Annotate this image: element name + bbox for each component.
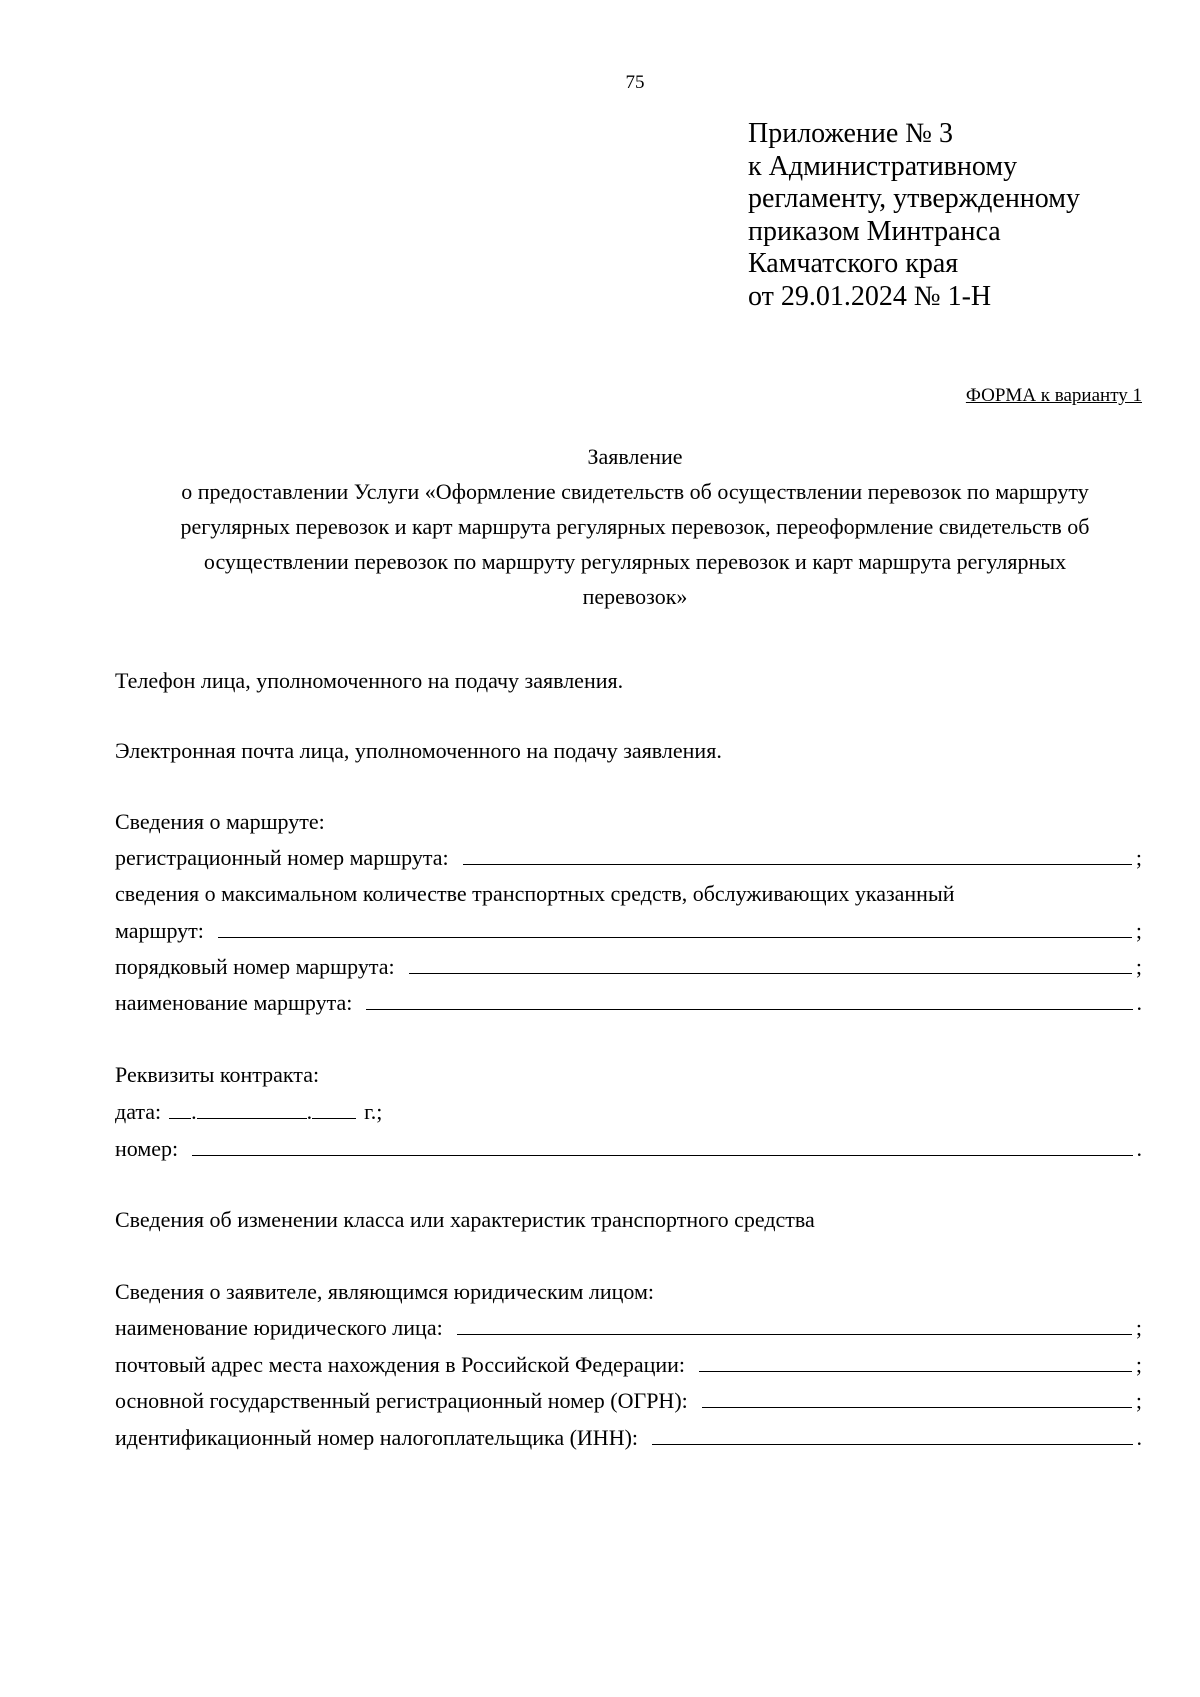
field-terminator: . <box>1136 1136 1142 1161</box>
document-title <box>120 439 1150 614</box>
form-variant-tag: ФОРМА к варианту 1 <box>965 385 1142 406</box>
inn-label: идентификационный номер налогоплательщика (ИНН): <box>115 1425 639 1450</box>
inn-field <box>115 1424 1142 1452</box>
appendix-line: приказом Минтранса <box>748 215 1001 247</box>
route-name-label: наименование маршрута: <box>115 990 353 1015</box>
field-terminator: ; <box>1135 1315 1142 1340</box>
route-heading: Сведения о маршруте: <box>115 809 325 834</box>
max-vehicles-field <box>115 917 1142 945</box>
postal-address-input[interactable] <box>699 1351 1132 1372</box>
max-vehicles-label: сведения о максимальном количестве транспортных средств, обслуживающих указанный <box>115 881 955 906</box>
appendix-block <box>748 118 1178 313</box>
title-line: регулярных перевозок и карт маршрута регулярных перевозок, переоформление свидетельств об <box>180 514 1090 539</box>
contract-number-field <box>115 1135 1142 1163</box>
date-separator: . <box>306 1099 313 1124</box>
field-terminator: ; <box>1135 845 1142 870</box>
contract-date-day-input[interactable] <box>169 1098 191 1119</box>
email-label: Электронная почта лица, уполномоченного на подачу заявления. <box>115 738 722 763</box>
route-seq-number-label: порядковый номер маршрута: <box>115 954 395 979</box>
contract-heading: Реквизиты контракта: <box>115 1062 320 1087</box>
contract-date-year-suffix: г.; <box>364 1099 383 1124</box>
inn-input[interactable] <box>652 1424 1132 1445</box>
max-vehicles-label-cont: маршрут: <box>115 918 204 943</box>
ogrn-field <box>115 1387 1142 1415</box>
field-terminator: ; <box>1135 954 1142 979</box>
field-terminator: . <box>1136 1425 1142 1450</box>
field-terminator: ; <box>1135 918 1142 943</box>
applicant-heading: Сведения о заявителе, являющимся юридическим лицом: <box>115 1279 654 1304</box>
contract-date-month-input[interactable] <box>197 1098 307 1119</box>
org-name-field <box>115 1314 1142 1342</box>
postal-address-field <box>115 1351 1142 1379</box>
ogrn-label: основной государственный регистрационный номер (ОГРН): <box>115 1388 688 1413</box>
vehicle-change-label: Сведения об изменении класса или характеристик транспортного средства <box>115 1207 815 1232</box>
ogrn-input[interactable] <box>702 1387 1132 1408</box>
date-separator: . <box>191 1099 197 1124</box>
contract-number-label: номер: <box>115 1136 179 1161</box>
route-reg-number-field <box>115 844 1142 872</box>
contract-number-input[interactable] <box>192 1135 1132 1156</box>
contract-date-year-input[interactable] <box>312 1098 356 1119</box>
contract-date-label: дата: <box>115 1099 162 1124</box>
appendix-line: Приложение № 3 <box>748 118 953 149</box>
route-name-field <box>115 989 1142 1017</box>
appendix-line: от 29.01.2024 № 1-Н <box>748 280 992 312</box>
org-name-label: наименование юридического лица: <box>115 1315 443 1340</box>
title-heading: Заявление <box>587 444 683 469</box>
max-vehicles-input[interactable] <box>218 917 1132 938</box>
postal-address-label: почтовый адрес места нахождения в Российской Федерации: <box>115 1352 686 1377</box>
field-terminator: ; <box>1135 1388 1142 1413</box>
phone-label: Телефон лица, уполномоченного на подачу заявления. <box>115 668 624 693</box>
contract-date-field <box>115 1098 382 1126</box>
route-reg-number-label: регистрационный номер маршрута: <box>115 845 449 870</box>
title-line: перевозок» <box>582 584 688 609</box>
page-number: 75 <box>625 72 645 93</box>
title-line: о предоставлении Услуги «Оформление свидетельств об осуществлении перевозок по маршруту <box>181 479 1089 504</box>
route-name-input[interactable] <box>366 989 1132 1010</box>
route-reg-number-input[interactable] <box>463 844 1132 865</box>
appendix-line: к Административному <box>748 150 1018 182</box>
route-seq-number-input[interactable] <box>409 953 1132 974</box>
org-name-input[interactable] <box>457 1314 1132 1335</box>
appendix-line: регламенту, утвержденному <box>748 183 1080 214</box>
route-seq-number-field <box>115 953 1142 981</box>
field-terminator: . <box>1136 990 1142 1015</box>
field-terminator: ; <box>1135 1352 1142 1377</box>
appendix-line: Камчатского края <box>748 248 959 279</box>
title-line: осуществлении перевозок по маршруту регулярных перевозок и карт маршрута регулярных <box>203 549 1067 574</box>
